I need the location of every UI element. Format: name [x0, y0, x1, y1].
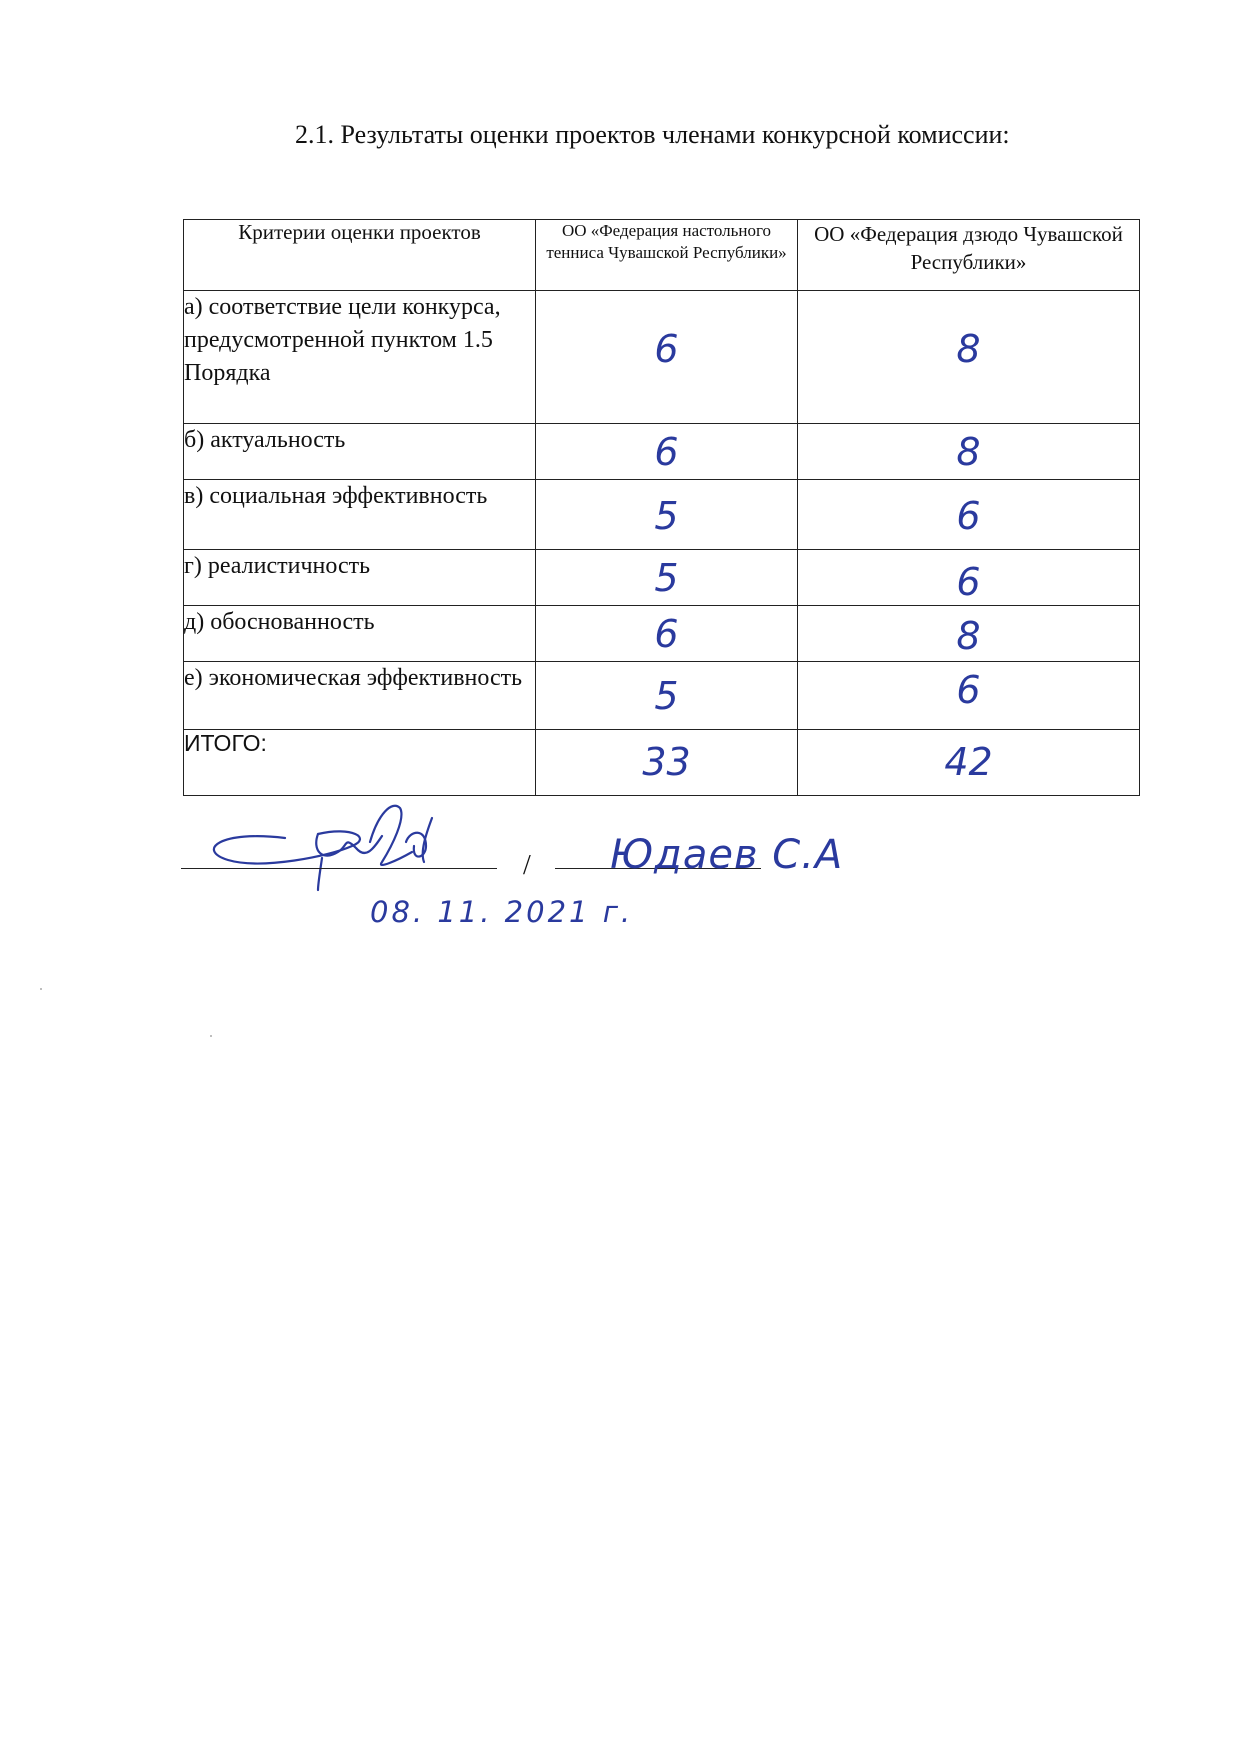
score-cell	[536, 662, 798, 730]
score-cell	[536, 291, 798, 424]
handwritten-name: Юдаев С.А	[610, 832, 844, 878]
signature-line	[181, 868, 497, 869]
score-cell	[536, 480, 798, 550]
score-cell	[798, 662, 1140, 730]
handwritten-score: 8	[956, 327, 981, 371]
criterion-cell: в) социальная эффективность	[184, 480, 536, 550]
score-cell	[798, 480, 1140, 550]
evaluation-table	[183, 219, 1140, 796]
total-score-cell	[536, 730, 798, 796]
criterion-cell: б) актуальность	[184, 424, 536, 480]
handwritten-score: 8	[956, 614, 981, 658]
handwritten-total: 33	[642, 740, 691, 784]
table-row	[184, 550, 1140, 606]
score-cell	[536, 606, 798, 662]
total-score-cell	[798, 730, 1140, 796]
criterion-cell: г) реалистичность	[184, 550, 536, 606]
header-table-tennis-federation: ОО «Федерация настольного тенниса Чувашской Республики»	[536, 220, 798, 291]
handwritten-score: 5	[654, 494, 679, 538]
total-label: ИТОГО:	[184, 730, 536, 796]
header-judo-federation: ОО «Федерация дзюдо Чувашской Республики»	[798, 220, 1140, 291]
handwritten-score: 6	[654, 430, 679, 474]
scan-speck	[40, 988, 42, 990]
handwritten-date: 08. 11. 2021 г.	[370, 895, 634, 929]
handwritten-score: 5	[654, 674, 679, 718]
criterion-cell: е) экономическая эффективность	[184, 662, 536, 730]
handwritten-score: 6	[956, 560, 981, 604]
score-cell	[798, 424, 1140, 480]
handwritten-score: 5	[654, 556, 679, 600]
header-criteria: Критерии оценки проектов	[184, 220, 536, 291]
scan-speck	[210, 1035, 212, 1037]
handwritten-score: 6	[654, 612, 679, 656]
table-row	[184, 606, 1140, 662]
separator-slash: /	[523, 850, 531, 881]
score-cell	[798, 550, 1140, 606]
criterion-cell: а) соответствие цели конкурса, предусмотренной пунктом 1.5 Порядка	[184, 291, 536, 424]
handwritten-score: 6	[956, 494, 981, 538]
table-header-row	[184, 220, 1140, 291]
score-cell	[536, 550, 798, 606]
criterion-cell: д) обоснованность	[184, 606, 536, 662]
handwritten-score: 6	[956, 668, 981, 712]
handwritten-total: 42	[944, 740, 993, 784]
table-row	[184, 662, 1140, 730]
score-cell	[798, 291, 1140, 424]
score-cell	[798, 606, 1140, 662]
total-row	[184, 730, 1140, 796]
section-heading: 2.1. Результаты оценки проектов членами конкурсной комиссии:	[295, 120, 1010, 149]
table-row	[184, 480, 1140, 550]
handwritten-score: 6	[654, 327, 679, 371]
table-row	[184, 291, 1140, 424]
table-row	[184, 424, 1140, 480]
score-cell	[536, 424, 798, 480]
handwritten-score: 8	[956, 430, 981, 474]
